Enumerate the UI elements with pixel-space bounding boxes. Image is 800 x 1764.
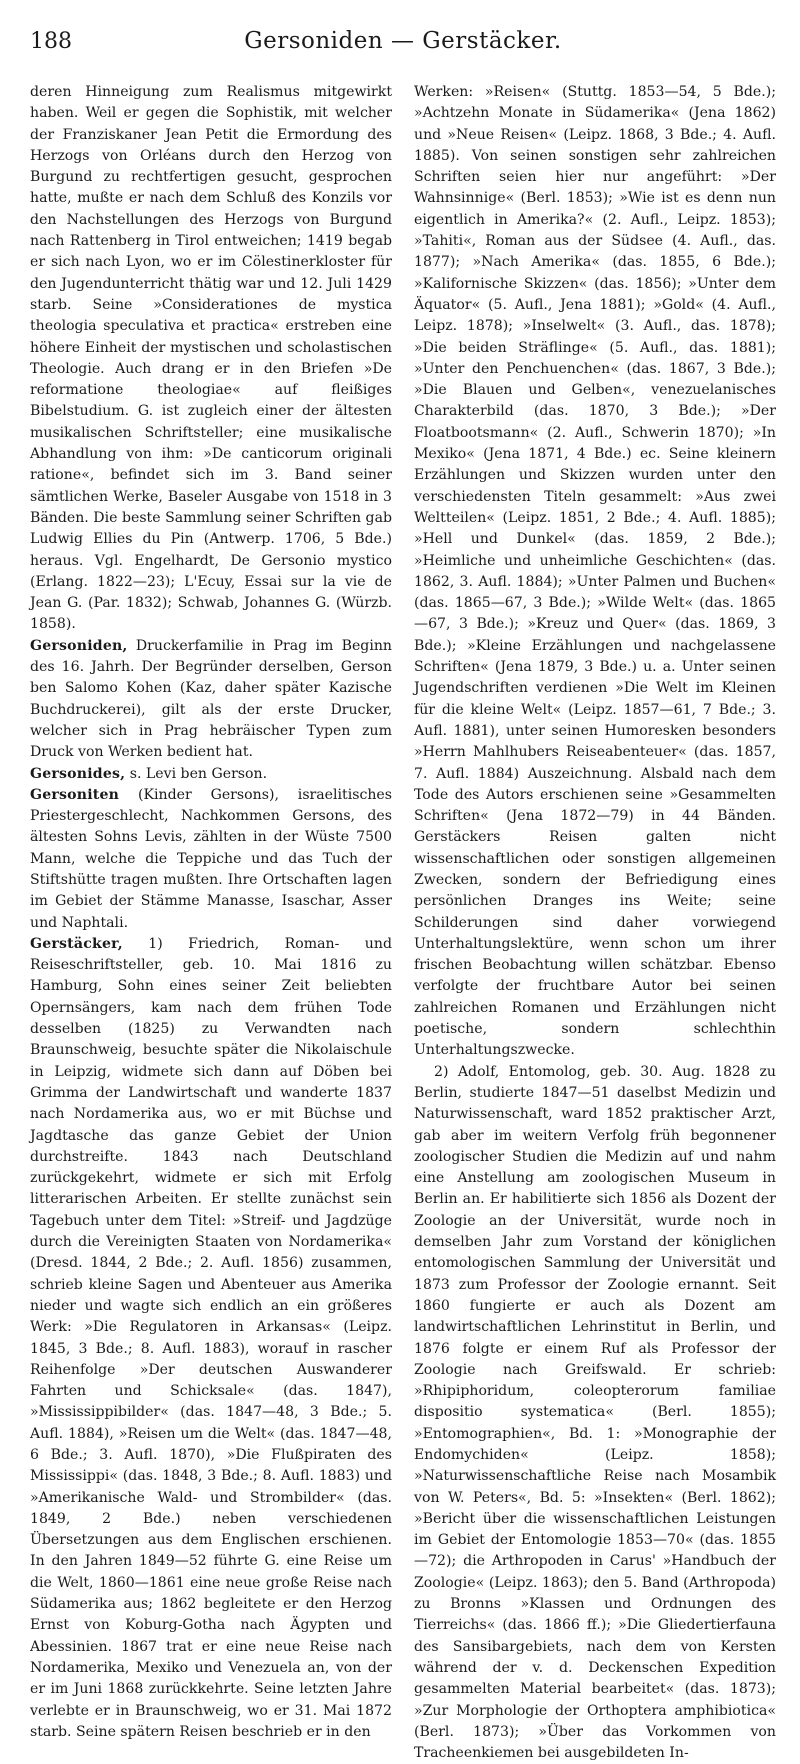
right-column — [414, 82, 776, 1764]
page-number: 188 — [30, 29, 72, 54]
page-header — [30, 28, 776, 68]
entry-lemma: Gerstäcker, — [30, 935, 123, 952]
running-head: Gersoniden — Gerstäcker. — [244, 28, 562, 54]
entry-paragraph — [30, 82, 392, 636]
entry-paragraph — [30, 785, 392, 934]
text-columns — [30, 82, 776, 1764]
entry-lemma: Gersonides, — [30, 765, 126, 782]
entry-text: deren Hinneigung zum Realismus mitgewirkt haben. Weil er gegen die Sophistik, mit welcher der Franziskaner Jean Petit die Ermordung des Herzogs von Orléans durch den Herzog von Burgund zu rechtfertigen gesucht, gesprochen hatte, mußte er nach dem Schluß des Konzils vor den Nachstellungen des Herzogs von Burgund nach Rattenberg in Tirol entweichen; 1419 begab er sich nach Lyon, wo er im Cölestinerkloster für den Jugendunterricht thätig war und 12. Juli 1429 starb. Seine »Considerationes de mystica theologia speculativa et practica« erstreben eine höhere Einheit der mystischen und scholastischen Theologie. Auch drang er in den Briefen »De reformatione theologiae« auf fleißiges Bibelstudium. G. ist zugleich einer der ältesten musikalischen Schriftsteller; eine musikalische Abhandlung von ihm: »De canticorum originali ratione«, befindet sich im 3. Band seiner sämtlichen Werke, Baseler Ausgabe von 1518 in 3 Bänden. Die beste Sammlung seiner Schriften gab Ludwig Ellies du Pin (Antwerp. 1706, 5 Bde.) heraus. Vgl. Engelhardt, De Gersonio mystico (Erlang. 1822—23); L'Ecuy, Essai sur la vie de Jean G. (Par. 1832); Schwab, Johannes G. (Würzb. 1858). — [30, 84, 392, 633]
entry-text: Druckerfamilie in Prag im Beginn des 16. Jahrh. Der Begründer derselben, Gerson ben Salomo Kohen (Kaz, daher später Kazische Buchdruckerei), gilt als der erste Drucker, welcher sich in Prag hebräischer Typen zum Druck von Werken bedient hat. — [30, 637, 392, 761]
entry-paragraph — [30, 934, 392, 1743]
entry-paragraph: Werken: »Reisen« (Stuttg. 1853—54, 5 Bde.); »Achtzehn Monate in Südamerika« (Jena 1862) und »Neue Reisen« (Leipz. 1868, 3 Bde.; 4. Aufl. 1885). Von seinen sonstigen sehr zahlreichen Schriften seien hier nur angeführt: »Der Wahnsinnige« (Berl. 1853); »Wie ist es denn nun eigentlich in Amerika?« (2. Aufl., Leipz. 1853); »Tahiti«, Roman aus der Südsee (4. Aufl., das. 1877); »Nach Amerika« (das. 1855, 6 Bde.); »Kalifornische Skizzen« (das. 1856); »Unter dem Äquator« (5. Aufl., Jena 1881); »Gold« (4. Aufl., Leipz. 1878); »Inselwelt« (3. Aufl., das. 1878); »Die beiden Sträflinge« (5. Aufl., das. 1881); »Unter den Penchuenchen« (das. 1867, 3 Bde.); »Die Blauen und Gelben«, venezuelanisches Charakterbild (das. 1870, 3 Bde.); »Der Floatbootsmann« (2. Aufl., Schwerin 1870); »In Mexiko« (Jena 1871, 4 Bde.) ec. Seine kleinern Erzählungen und Skizzen wurden unter den verschiedensten Titeln gesammelt: »Aus zwei Weltteilen« (Leipz. 1851, 2 Bde.; 4. Aufl. 1885); »Hell und Dunkel« (das. 1859, 2 Bde.); »Heimliche und unheimliche Geschichten« (das. 1862, 3. Aufl. 1884); »Unter Palmen und Buchen« (das. 1865—67, 3 Bde.); »Wilde Welt« (das. 1865—67, 3 Bde.); »Kreuz und Quer« (das. 1869, 3 Bde.); »Kleine Erzählungen und nachgelassene Schriften« (Jena 1879, 3 Bde.) u. a. Unter seinen Jugendschriften verdienen »Die Welt im Kleinen für die kleine Welt« (Leipz. 1857—61, 7 Bde.; 3. Aufl. 1881), unter seinen Humoresken besonders »Herrn Mahlhubers Reiseabenteuer« (das. 1857, 7. Aufl. 1884) Auszeichnung. Alsbald nach dem Tode des Autors erschienen seine »Gesammelten Schriften« (Jena 1872—79) in 44 Bänden. Gerstäckers Reisen galten nicht wissenschaftlichen oder sonstigen allgemeinen Zwecken, sondern der Befriedigung eines persönlichen Dranges ins Weite; seine Schilderungen sind daher vorwiegend Unterhaltungslektüre, wenn schon um ihrer frischen Beobachtung willen schätzbar. Ebenso verfolgte der fruchtbare Autor bei seinen zahlreichen Romanen und Erzählungen nicht poetische, sondern schlechthin Unterhaltungszwecke. — [414, 84, 776, 1059]
entry-lemma: Gersoniden, — [30, 637, 128, 654]
entry-paragraph — [30, 636, 392, 764]
entry-lemma: Gersoniten — [30, 786, 120, 803]
entry-paragraph: 2) Adolf, Entomolog, geb. 30. Aug. 1828 zu Berlin, studierte 1847—51 daselbst Medizin und Naturwissenschaft, ward 1852 praktischer Arzt, gab aber im weitern Verfolg früh begonnener zoologischer Studien die Medizin auf und nahm eine Anstellung am zoologischen Museum in Berlin an. Er habilitierte sich 1856 als Dozent der Zoologie an der Universität, wurde noch in demselben Jahr zum Vorstand der königlichen entomologischen Sammlung der Universität und 1873 zum Professor der Zoologie ernannt. Seit 1860 fungierte er auch als Dozent am landwirtschaftlichen Lehrinstitut in Berlin, und 1876 folgte er einem Ruf als Professor der Zoologie nach Greifswald. Er schrieb: »Rhipiphoridum, coleopterorum familiae dispositio systematica« (Berl. 1855); »Entomographien«, Bd. 1: »Monographie der Endomychiden« (Leipz. 1858); »Naturwissenschaftliche Reise nach Mosambik von W. Peters«, Bd. 5: »Insekten« (Berl. 1862); »Bericht über die wissenschaftlichen Leistungen im Gebiet der Entomologie 1853—70« (das. 1855—72); die Arthropoden in Carus' »Handbuch der Zoologie« (Leipz. 1863); den 5. Band (Arthropoda) zu Bronns »Klassen und Ordnungen des Tierreichs« (das. 1866 ff.); »Die Gliedertierfauna des Sansibargebiets, nach dem von Kersten während der v. d. Deckenschen Expedition gesammelten Material bearbeitet« (das. 1873); »Zur Morphologie der Orthoptera amphibiotica« (Berl. 1873); »Über das Vorkommen von Tracheenkiemen bei ausgebildeten In- — [414, 1063, 776, 1762]
entry-text: (Kinder Gersons), israelitisches Priestergeschlecht, Nachkommen Gersons, des ältesten Sohns Levis, zählten in der Wüste 7500 Mann, welche die Teppiche und das Tuch der Stiftshütte tragen mußten. Ihre Ortschaften lagen im Gebiet der Stämme Manasse, Isaschar, Asser und Naphtali. — [30, 786, 392, 931]
entry-text: 1) Friedrich, Roman- und Reiseschriftsteller, geb. 10. Mai 1816 zu Hamburg, Sohn eines seiner Zeit beliebten Opernsängers, kam nach dem frühen Tode desselben (1825) zu Verwandten nach Braunschweig, besuchte später die Nikolaischule in Leipzig, widmete sich dann auf Döben bei Grimma der Landwirtschaft und wanderte 1837 nach Nordamerika aus, wo er mit Büchse und Jagdtasche das ganze Gebiet der Union durchstreifte. 1843 nach Deutschland zurückgekehrt, widmete er sich mit Erfolg litterarischen Arbeiten. Er stellte zunächst sein Tagebuch unter dem Titel: »Streif- und Jagdzüge durch die Vereinigten Staaten von Nordamerika« (Dresd. 1844, 2 Bde.; 2. Aufl. 1856) zusammen, schrieb kleine Sagen und Abenteuer aus Amerika nieder und wagte sich endlich an ein größeres Werk: »Die Regulatoren in Arkansas« (Leipz. 1845, 3 Bde.; 8. Aufl. 1883), worauf in rascher Reihenfolge »Der deutschen Auswanderer Fahrten und Schicksale« (das. 1847), »Mississippibilder« (das. 1847—48, 3 Bde.; 5. Aufl. 1884), »Reisen um die Welt« (das. 1847—48, 6 Bde.; 3. Aufl. 1870), »Die Flußpiraten des Mississippi« (das. 1848, 3 Bde.; 8. Aufl. 1883) und »Amerikanische Wald- und Strombilder« (das. 1849, 2 Bde.) neben verschiedenen Übersetzungen aus dem Englischen erschienen. In den Jahren 1849—52 führte G. eine Reise um die Welt, 1860—1861 eine neue große Reise nach Südamerika aus; 1862 begleitete er den Herzog Ernst von Koburg-Gotha nach Ägypten und Abessinien. 1867 trat er eine neue Reise nach Nordamerika, Mexiko und Venezuela an, von der er im Juni 1868 zurückkehrte. Seine letzten Jahre verlebte er in Braunschweig, wo er 31. Mai 1872 starb. Seine spätern Reisen beschrieb er in den — [30, 935, 392, 1740]
left-column — [30, 82, 392, 1764]
entry-paragraph — [30, 764, 392, 785]
entry-text: s. Levi ben Gerson. — [125, 765, 268, 782]
